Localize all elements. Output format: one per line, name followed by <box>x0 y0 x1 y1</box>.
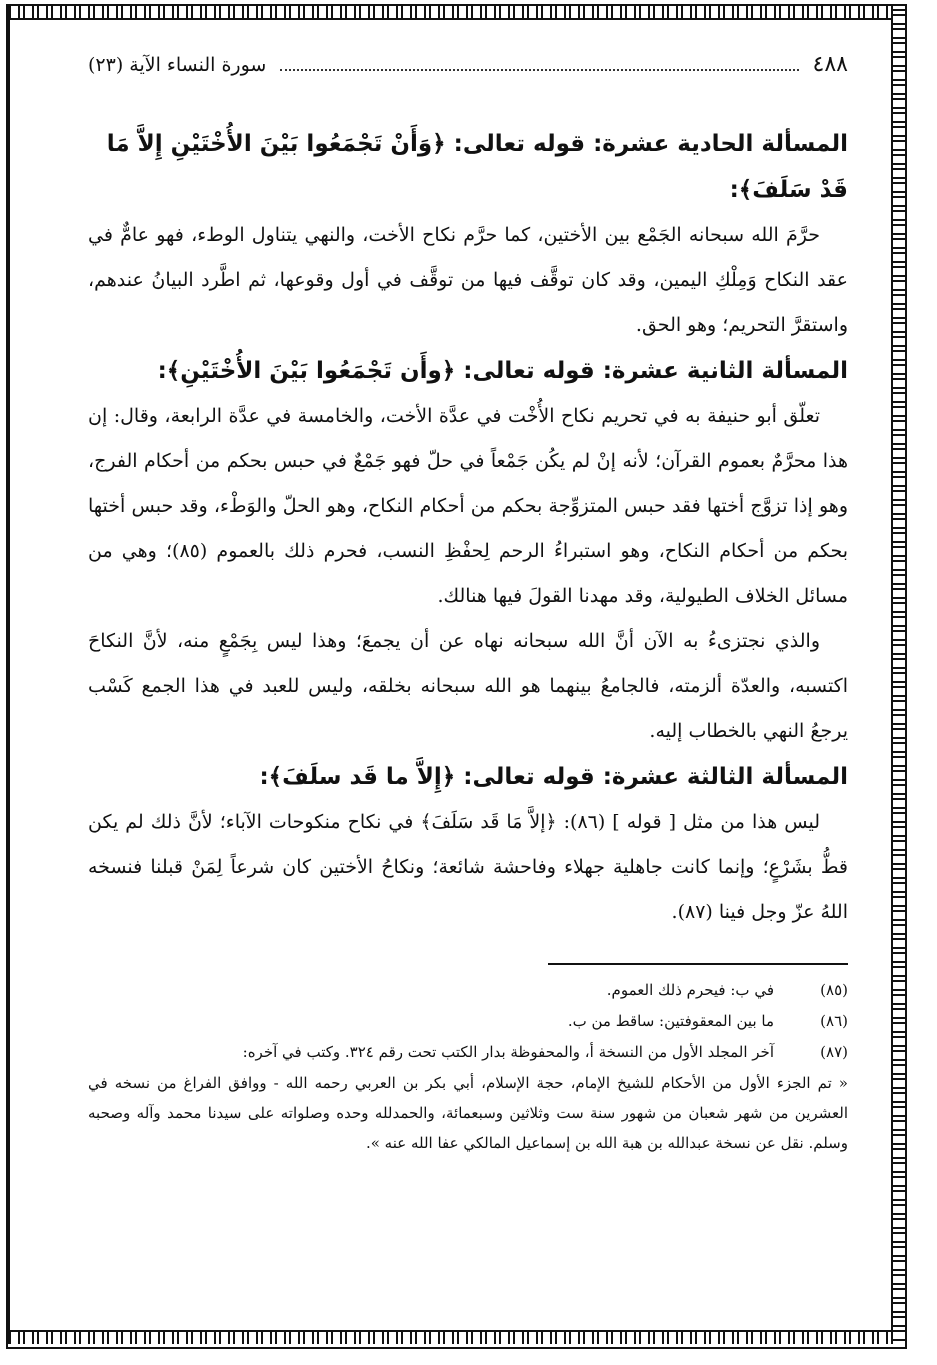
footnote-number: (٨٦) <box>820 1012 848 1030</box>
header-dots <box>280 59 798 71</box>
footnote-separator <box>548 963 848 965</box>
border-chain-top <box>6 6 907 20</box>
paragraph: حرَّمَ الله سبحانه الجَمْع بين الأختين، كما حرَّم نكاح الأخت، والنهي يتناول الوطء، فهو عامٌّ في عقد النكاح وَمِلْكِ اليمين، وقد كان توقَّف فيها من توقَّف في أول وقوعها، ثم اطَّرد البيانُ عندهم، واستقرَّ التحريم؛ وهو الحق. <box>88 224 848 336</box>
border-chain-right <box>891 6 905 1344</box>
footnote-text: ما بين المعقوفتين: ساقط من ب. <box>567 1012 774 1030</box>
footnote <box>88 1037 848 1068</box>
running-header <box>88 52 848 77</box>
footnote-number: (٨٥) <box>820 981 848 999</box>
paragraph: ليس هذا من مثل [ قوله ] (٨٦): ﴿إلاَّ مَا قَد سَلَفَ﴾ في نكاح منكوحات الآباء؛ لأنَّ ذلك لم يكن قطُّ بشَرْعٍ؛ وإنما كانت جاهلية جهلاء وفاحشة شائعة؛ ونكاحُ الأختين كان شرعاً لِمَنْ قبلنا فنسخه اللهُ عزّ وجل فينا (٨٧). <box>88 811 848 923</box>
border-chain-bottom <box>6 1330 907 1344</box>
paragraph: والذي نجتزىءُ به الآن أنَّ الله سبحانه نهاه عن أن يجمعَ؛ وهذا ليس بِجَمْعٍ منه، لأنَّ النكاحَ اكتسبه، والعدّة ألزمته، فالجامعُ بينهما هو الله سبحانه بخلقه، وليس للعبد في هذا الجمع كَسْب يرجعُ النهي بالخطاب إليه. <box>88 630 848 742</box>
running-title: سورة النساء الآية (٢٣) <box>88 54 267 76</box>
footnote-text: آخر المجلد الأول من النسخة أ، والمحفوظة بدار الكتب تحت رقم ٣٢٤. وكتب في آخره: <box>242 1043 774 1061</box>
footnote <box>88 975 848 1006</box>
section-heading-13: المسألة الثالثة عشرة: قوله تعالى: ﴿إِلاَّ ما قَد سلَفَ﴾: <box>259 764 848 790</box>
footnote <box>88 1006 848 1037</box>
page-number: ٤٨٨ <box>812 52 848 77</box>
footnote-text: في ب: فيحرم ذلك العموم. <box>606 981 774 999</box>
section-heading-12: المسألة الثانية عشرة: قوله تعالى: ﴿وأَن تَجْمَعُوا بَيْنَ الأُخْتَيْنِ﴾: <box>157 358 848 384</box>
footnote-number: (٨٧) <box>820 1043 848 1061</box>
page-content <box>88 52 848 1158</box>
section-heading-11: المسألة الحادية عشرة: قوله تعالى: ﴿وَأَنْ تَجْمَعُوا بَيْنَ الأُخْتَيْنِ إِلاَّ مَا قَدْ سَلَفَ﴾: <box>106 131 848 203</box>
footnote-continuation: « تم الجزء الأول من الأحكام للشيخ الإمام، حجة الإسلام، أبي بكر بن العربي رحمه الله - ووافق الفراغ من نسخه في العشرين من شهر شعبان من شهور سنة ست وثلاثين وسبعمائة، والحمدلله وحده وصلواته على سيدنا محمد وآله وصحبه وسلم. نقل عن نسخة عبدالله بن هبة الله بن إسماعيل المالكي عفا الله عنه ». <box>88 1074 848 1152</box>
border-rule-left <box>6 6 10 1344</box>
paragraph: تعلّق أبو حنيفة به في تحريم نكاح الأُخْت في عدَّة الأخت، والخامسة في عدَّة الرابعة، وقال: إن هذا محرَّمٌ بعموم القرآن؛ لأنه إنْ لم يكُن جَمْعاً في حلّ فهو جَمْعٌ في حبس بحكم من أحكام الفرج، وهو إذا تزوَّج أختها فقد حبس المتزوِّجة بحكم من أحكام النكاح، وهو الحلّ والوَطْء، وقد حبس أختها بحكم من أحكام النكاح، وهو استبراءُ الرحم لِحفْظِ النسب، فحرم ذلك بالعموم (٨٥)؛ وهي من مسائل الخلاف الطيولية، وقد مهدنا القولَ فيها هنالك. <box>88 405 848 607</box>
